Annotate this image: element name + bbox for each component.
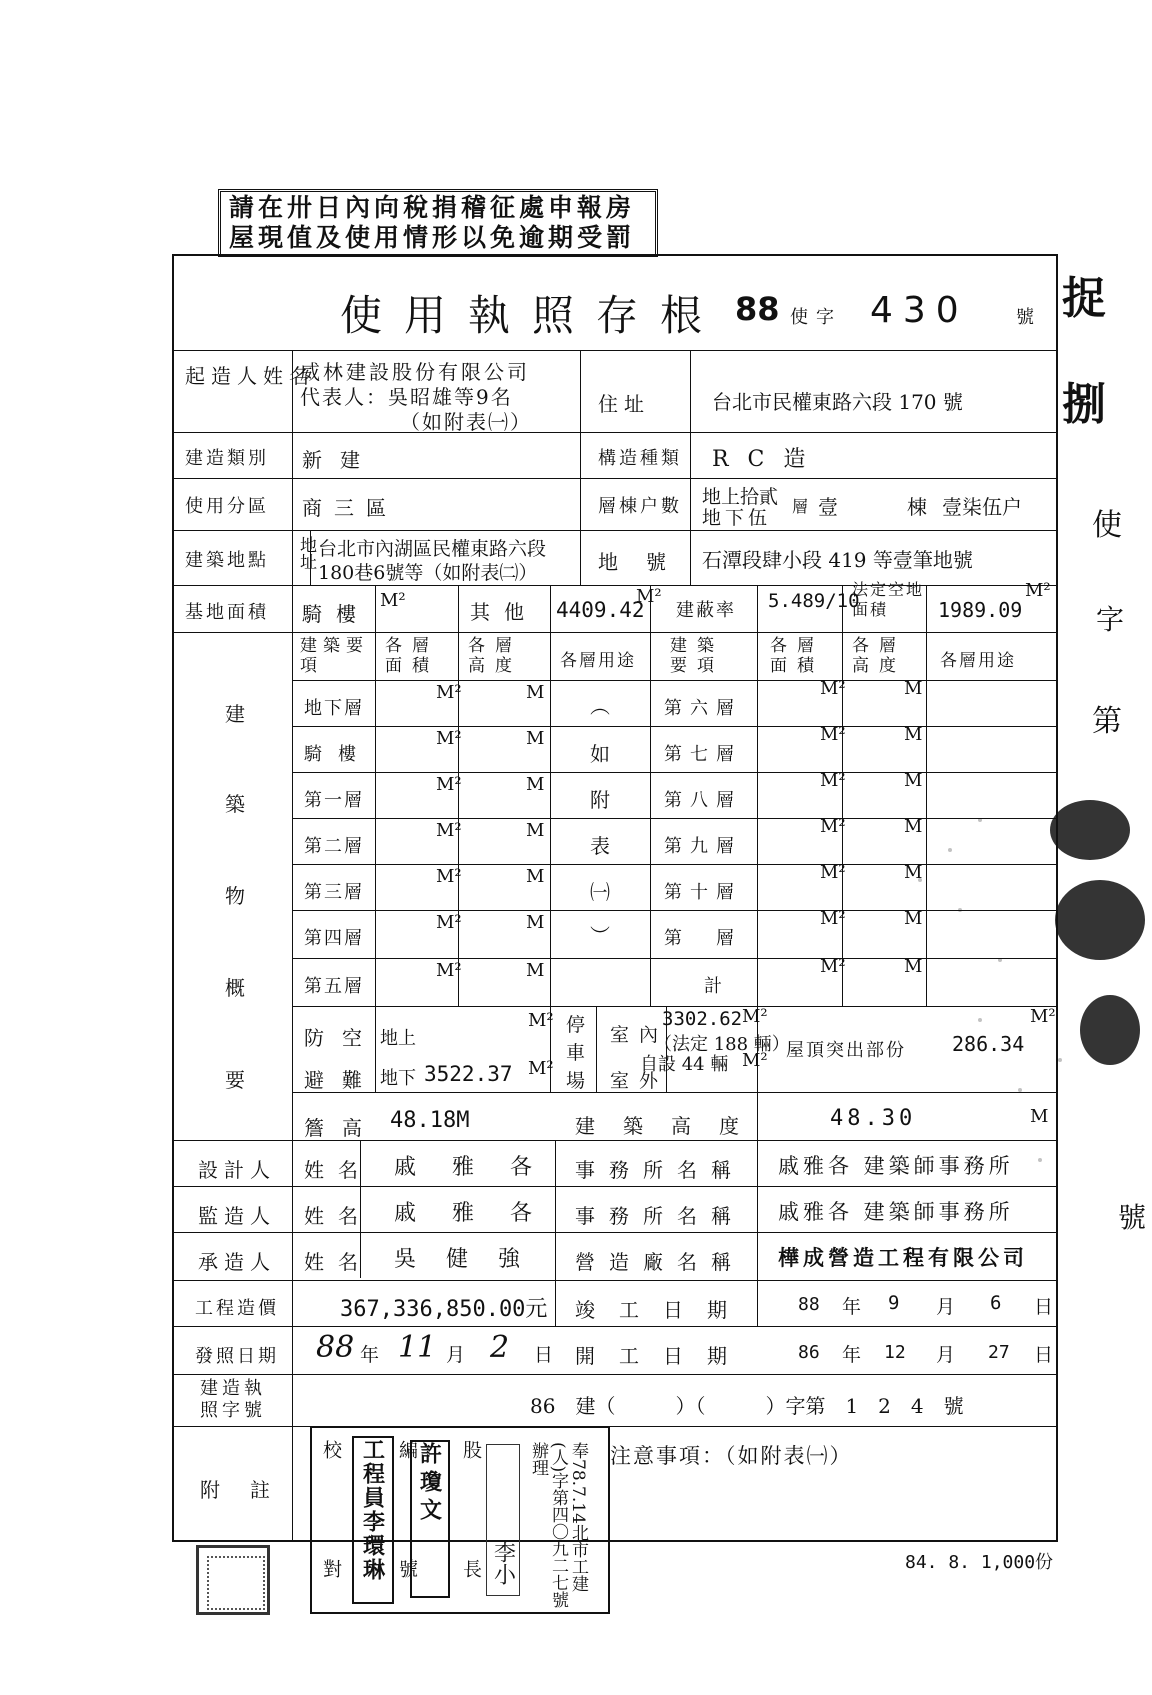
issue-nian: 年 [360,1344,380,1366]
shelter-label-1: 防空 [304,1026,380,1050]
roof-label: 屋頂突出部份 [786,1040,906,1061]
issue-yue: 月 [446,1344,466,1366]
open-space-unit: M² [1025,580,1051,601]
other-label: 其他 [470,600,538,624]
unit-m2: M² [436,866,462,887]
parking-indoor-value: 3302.62 [662,1008,743,1030]
unit-m2: M² [820,862,846,883]
permit-number: 430 [870,290,969,331]
parking-legal: （法定 188 輛） [654,1034,790,1055]
notice-line1: 請在卅日內向稅捐稽征處申報房 [229,193,636,222]
start-ri: 日 [1034,1344,1054,1366]
supervisor-name: 戚雅各 [394,1201,569,1226]
unit-m: M [904,724,923,745]
applicant-rep: 代表人：吳昭雄等9名 [300,385,513,409]
contractor-office-label: 營造廠名稱 [575,1250,745,1274]
approval-order: 奉78.7.14北市工建(人)字第四〇九二七號辦理 [528,1442,588,1609]
issue-year: 88 [316,1330,355,1365]
cost-value: 367,336,850.00元 [340,1297,548,1322]
official-seal [196,1545,270,1615]
summary-side-1: 建 [225,702,251,726]
header-item-right: 建築要項 [670,636,724,676]
building-height-value: 48.30 [830,1106,917,1131]
row-floor2: 第二層 [304,836,364,857]
large-stamp-smudge [860,760,1152,1240]
side-mark-a: 捉 [1062,273,1106,324]
parking-outdoor-label: 室外 [610,1070,669,1092]
applicant-label: 起造人姓名 [185,364,315,388]
start-year: 86 [798,1342,820,1363]
side-mark-b: 捌 [1062,379,1106,430]
side-mark-c: 使 [1092,508,1122,543]
completion-month: 9 [888,1292,900,1314]
editor-name: 許瓊文 [416,1442,443,1526]
designer-name-label: 姓名 [304,1158,372,1182]
coverage-value: 5.489/10 [768,590,860,612]
unit-m2: M² [436,960,462,981]
permit-year: 88 [735,290,780,328]
side-mark-e: 第 [1092,704,1122,739]
unit-m2: M² [436,820,462,841]
use-note-2: 如 [590,742,610,766]
unit-m: M [904,956,923,977]
summary-side-5: 要 [225,1068,251,1092]
site-addr1: 台北市內湖區民權東路六段 [318,538,547,560]
floors-above: 地上拾貳 [702,486,779,508]
unit-m2: M² [528,1010,554,1031]
designer-office-label: 事務所名稱 [575,1158,745,1182]
unit-m2: M² [820,908,846,929]
completion-nian: 年 [842,1296,862,1318]
completion-label: 竣工日期 [575,1298,751,1322]
use-note-4: 表 [590,834,610,858]
unit-m: M [904,770,923,791]
zone-value: 商三區 [302,496,398,520]
supervisor-name-label: 姓名 [304,1204,372,1228]
page-title: 使用執照存根 [340,291,725,340]
unit-m: M [526,866,545,887]
buildings-unit: 棟 [907,495,927,519]
issue-day: 2 [490,1330,510,1365]
unit-m: M [526,912,545,933]
reviewer-stamp [352,1436,394,1604]
row-floor7: 第七層 [664,744,742,765]
structure-value: R C 造 [712,447,812,472]
start-label: 開工日期 [575,1344,751,1368]
supervisor-label: 監造人 [198,1204,276,1228]
contractor-office: 樺成營造工程有限公司 [778,1245,1028,1270]
shelter-below-value: 3522.37 [424,1062,513,1086]
unit-m2: M² [742,1006,768,1027]
shelter-label-2: 避難 [304,1068,380,1092]
unit-m2: M² [436,728,462,749]
unit-m: M [904,862,923,883]
contractor-name: 吳健強 [394,1247,551,1272]
tax-notice-stamp [218,189,658,257]
unit-m2: M² [820,678,846,699]
other-value: 4409.42 [556,598,645,622]
eave-label: 簷高 [304,1116,380,1140]
cost-label: 工程造價 [195,1298,279,1319]
coverage-label: 建蔽率 [676,600,736,621]
row-floor1: 第一層 [304,790,364,811]
row-arcade: 騎樓 [304,744,372,765]
unit-m2: M² [436,912,462,933]
unit-m2: M² [528,1058,554,1079]
unit-m: M [526,774,545,795]
building-height-label: 建築高度 [575,1114,767,1138]
row-floor5: 第五層 [304,976,364,997]
arcade-label: 騎樓 [302,602,370,626]
unit-m: M [526,682,545,703]
contractor-name-label: 姓名 [304,1250,372,1274]
build-type-label: 建造類別 [185,448,269,469]
contractor-label: 承造人 [198,1250,276,1274]
use-note-1: ︵ [590,694,610,718]
issue-ri: 日 [534,1344,554,1366]
unit-m: M [526,728,545,749]
parking-indoor-label: 室內 [610,1024,669,1046]
unit-m2: M² [820,956,846,977]
parking-self: 自設 44 輛 [640,1054,729,1075]
completion-yue: 月 [936,1296,956,1318]
unit-m2: M² [742,1050,768,1071]
arcade-unit: M² [380,590,406,611]
parking-label-3: 場 [566,1070,586,1092]
chief-seal-text: 李小 [490,1541,516,1585]
editor-stamp [410,1440,450,1598]
row-floor3: 第三層 [304,882,364,903]
units-count: 壹柒伍户 [942,495,1022,519]
row-total: 計 [704,976,722,997]
row-floor-blank: 第 層 [664,928,742,949]
row-floor10: 第十層 [664,882,742,903]
row-floor8: 第八層 [664,790,742,811]
use-note-6: ︶ [590,924,610,948]
open-space-value: 1989.09 [938,598,1023,622]
completion-year: 88 [798,1294,820,1315]
issue-month: 11 [398,1330,437,1365]
summary-side-4: 概 [225,976,251,1000]
header-item-left: 建築要項 [300,636,369,676]
unit-m: M [904,816,923,837]
use-note-3: 附 [590,788,610,812]
start-nian: 年 [842,1344,862,1366]
edit-label: 編號 [396,1440,418,1678]
supervisor-office-label: 事務所名稱 [575,1204,745,1228]
floors-label: 層棟户數 [598,496,682,517]
issue-date-label: 發照日期 [195,1346,279,1367]
permit-word: 使字 [790,307,842,328]
start-yue: 月 [936,1344,956,1366]
completion-ri: 日 [1034,1296,1054,1318]
site-label: 建築地點 [185,550,269,571]
structure-label: 構造種類 [598,448,682,469]
reviewer-name: 工程員李環琳 [359,1438,386,1582]
unit-m2: M² [820,770,846,791]
open-space-label: 法定空地面積 [852,580,925,619]
designer-name: 戚雅各 [394,1155,569,1180]
unit-m2: M² [820,724,846,745]
side-mark-d: 字 [1096,603,1125,636]
remarks-text: 注意事項：（如附表㈠） [610,1444,853,1468]
unit-m: M [904,908,923,929]
lot-value: 石潭段肆小段 419 等壹筆地號 [702,548,973,572]
designer-label: 設計人 [198,1158,276,1182]
supervisor-office: 戚雅各 建築師事務所 [778,1200,1014,1224]
parking-label-2: 車 [566,1042,586,1064]
row-floor4: 第四層 [304,928,364,949]
floors-suffix: 層 [792,497,809,516]
check-label: 校對 [320,1440,342,1678]
row-floor9: 第九層 [664,836,742,857]
notice-line2: 屋現值及使用情形以免逾期受罰 [229,223,636,252]
summary-side-3: 物 [225,884,251,908]
row-floor6: 第六層 [664,698,742,719]
unit-m: M [904,678,923,699]
zone-label: 使用分區 [185,496,269,517]
header-height-right: 各層高度 [852,636,906,676]
header-use-left: 各層用途 [560,651,636,671]
buildings-count: 壹 [818,495,838,519]
roof-value: 286.34 [952,1032,1025,1056]
address-value: 台北市民權東路六段 170 號 [712,390,963,414]
permit-suffix: 號 [1016,307,1034,328]
start-day: 27 [988,1342,1010,1363]
chief-label: 股長 [460,1440,482,1678]
shelter-below-label: 地下 [380,1068,416,1089]
site-addr2: 180巷6號等（如附表㈡） [318,562,538,584]
site-addr-label: 地址 [296,536,316,570]
construction-permit-label: 建造執照字號 [200,1378,266,1421]
unit-m: M [526,820,545,841]
start-month: 12 [884,1342,906,1363]
header-height-left: 各層高度 [468,636,522,676]
lot-label: 地號 [598,550,694,574]
base-area-label: 基地面積 [185,602,269,623]
side-mark-f: 號 [1118,1201,1147,1234]
header-use-right: 各層用途 [940,651,1016,671]
other-unit: M² [636,586,662,607]
eave-value: 48.18M [390,1108,470,1133]
unit-m2: M² [820,816,846,837]
designer-office: 戚雅各 建築師事務所 [778,1154,1014,1178]
applicant-name: 威林建設股份有限公司 [300,360,530,384]
unit-m: M [1030,1106,1049,1127]
shelter-above-label: 地上 [380,1028,416,1049]
summary-side-2: 築 [225,792,251,816]
header-area-right: 各層面積 [770,636,824,676]
remarks-label: 附註 [200,1478,300,1502]
parking-label-1: 停 [566,1014,586,1036]
construction-permit-value: 86 建（ ）（ ）字第 1 2 4 號 [530,1394,964,1418]
unit-m2: M² [436,682,462,703]
address-label: 住址 [598,392,650,416]
completion-day: 6 [990,1292,1002,1314]
chief-seal [486,1444,520,1596]
build-type-value: 新建 [302,448,378,472]
floors-below: 地下伍 [702,507,772,529]
row-basement: 地下層 [304,698,364,719]
form-print-info: 84. 8. 1,000份 [905,1552,1054,1573]
applicant-note: （如附表㈠） [400,410,532,434]
header-area-left: 各層面積 [385,636,439,676]
unit-m: M [526,960,545,981]
unit-m2: M² [1030,1006,1056,1027]
use-note-5: ㈠ [590,880,610,904]
unit-m2: M² [436,774,462,795]
